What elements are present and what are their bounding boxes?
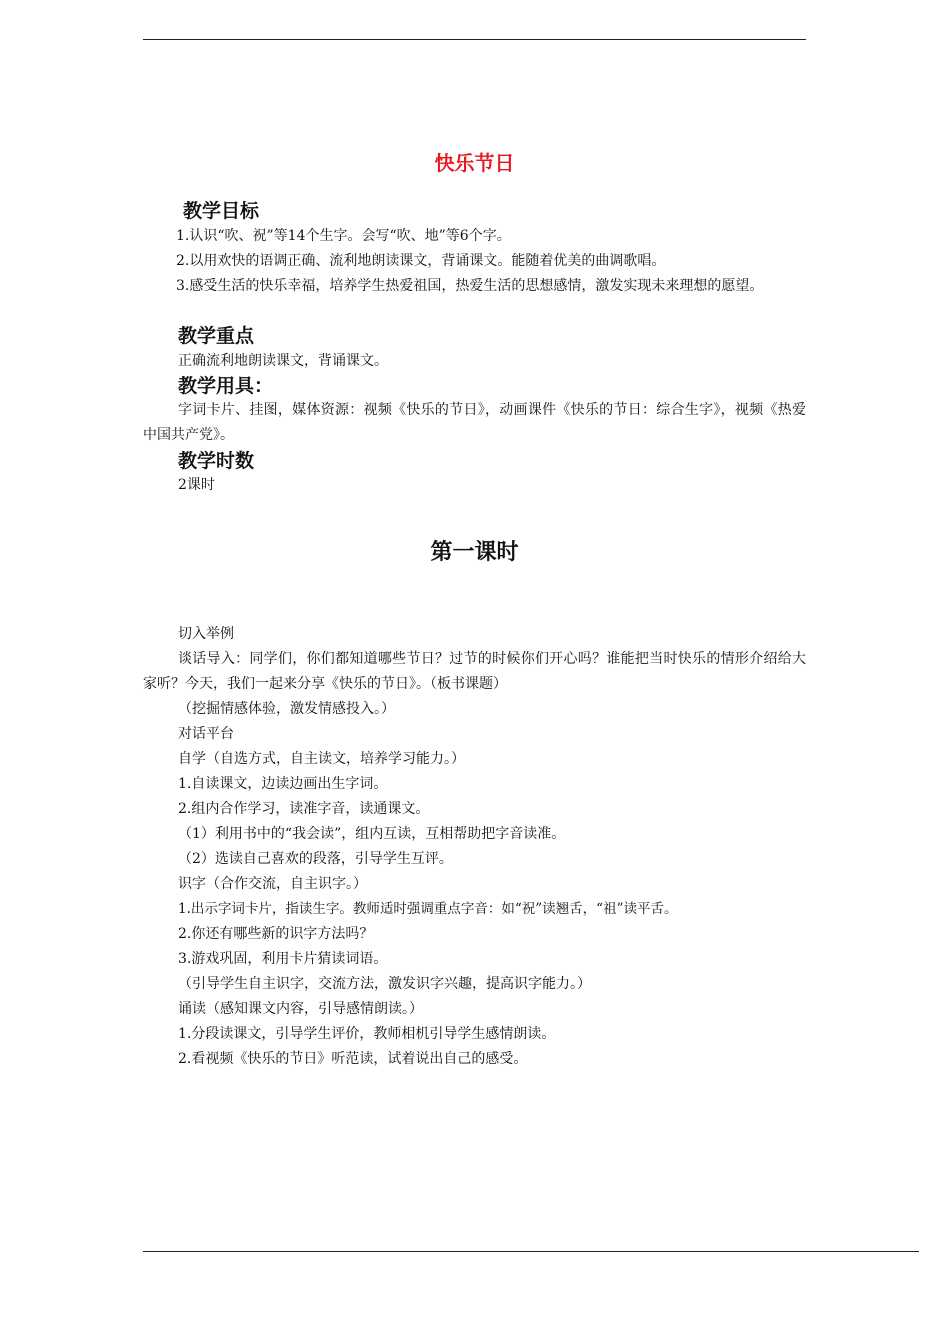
- lesson-line: （挖掘情感体验，激发情感投入。）: [178, 701, 395, 717]
- lesson-line: 1.分段读课文，引导学生评价，教师相机引导学生感情朗读。: [178, 1026, 556, 1042]
- hours-heading: 教学时数: [178, 450, 255, 472]
- hours-text: 2课时: [178, 477, 215, 493]
- lesson-line: 诵读（感知课文内容，引导感情朗读。）: [178, 1001, 423, 1017]
- goal-item: 3.感受生活的快乐幸福，培养学生热爱祖国，热爱生活的思想感情，激发实现未来理想的愿望。: [176, 278, 764, 294]
- tools-text: 字词卡片、挂图，媒体资源：视频《快乐的节日》，动画课件《快乐的节日：综合生字》，视频《热爱中国共产党》。: [143, 402, 806, 443]
- lesson-line: 1.自读课文，边读边画出生字词。: [178, 776, 388, 792]
- key-points-heading: 教学重点: [178, 325, 255, 347]
- lesson-line: 2.看视频《快乐的节日》听范读，试着说出自己的感受。: [178, 1051, 528, 1067]
- lesson-line: 切入举例: [178, 626, 234, 642]
- lesson-line: 谈话导入：同学们，你们都知道哪些节日？过节的时候你们开心吗？谁能把当时快乐的情形介绍给大家听？今天，我们一起来分享《快乐的节日》。（板书课题）: [143, 651, 806, 692]
- tools-heading: 教学用具：: [178, 375, 274, 397]
- lesson-line: 3.游戏巩固，利用卡片猜读词语。: [178, 951, 388, 967]
- lesson-line: （2）选读自己喜欢的段落，引导学生互评。: [178, 851, 453, 867]
- lesson-line: 识字（合作交流，自主识字。）: [178, 876, 367, 892]
- document-title: 快乐节日: [434, 151, 515, 175]
- lesson-line: 1.出示字词卡片，指读生字。教师适时强调重点字音：如“祝”读翘舌，“祖”读平舌。: [178, 901, 678, 917]
- key-points-text: 正确流利地朗读课文，背诵课文。: [178, 353, 388, 369]
- lesson-title: 第一课时: [430, 540, 519, 565]
- lesson-line: 2.组内合作学习，读准字音，读通课文。: [178, 801, 430, 817]
- lesson-line: 自学（自选方式，自主读文，培养学习能力。）: [178, 751, 465, 767]
- goals-heading: 教学目标: [183, 200, 260, 222]
- footer-rule: [143, 1251, 919, 1252]
- lesson-line: 对话平台: [178, 726, 234, 742]
- goal-item: 1.认识“吹、祝”等14个生字。会写“吹、地”等6个字。: [176, 228, 511, 244]
- goal-item: 2.以用欢快的语调正确、流利地朗读课文，背诵课文。能随着优美的曲调歌唱。: [176, 253, 666, 269]
- lesson-line: （引导学生自主识字，交流方法，激发识字兴趣，提高识字能力。）: [178, 976, 591, 992]
- lesson-line: 2.你还有哪些新的识字方法吗？: [178, 926, 374, 942]
- header-rule: [143, 39, 806, 40]
- lesson-line: （1）利用书中的“我会读”，组内互读，互相帮助把字音读准。: [178, 826, 566, 842]
